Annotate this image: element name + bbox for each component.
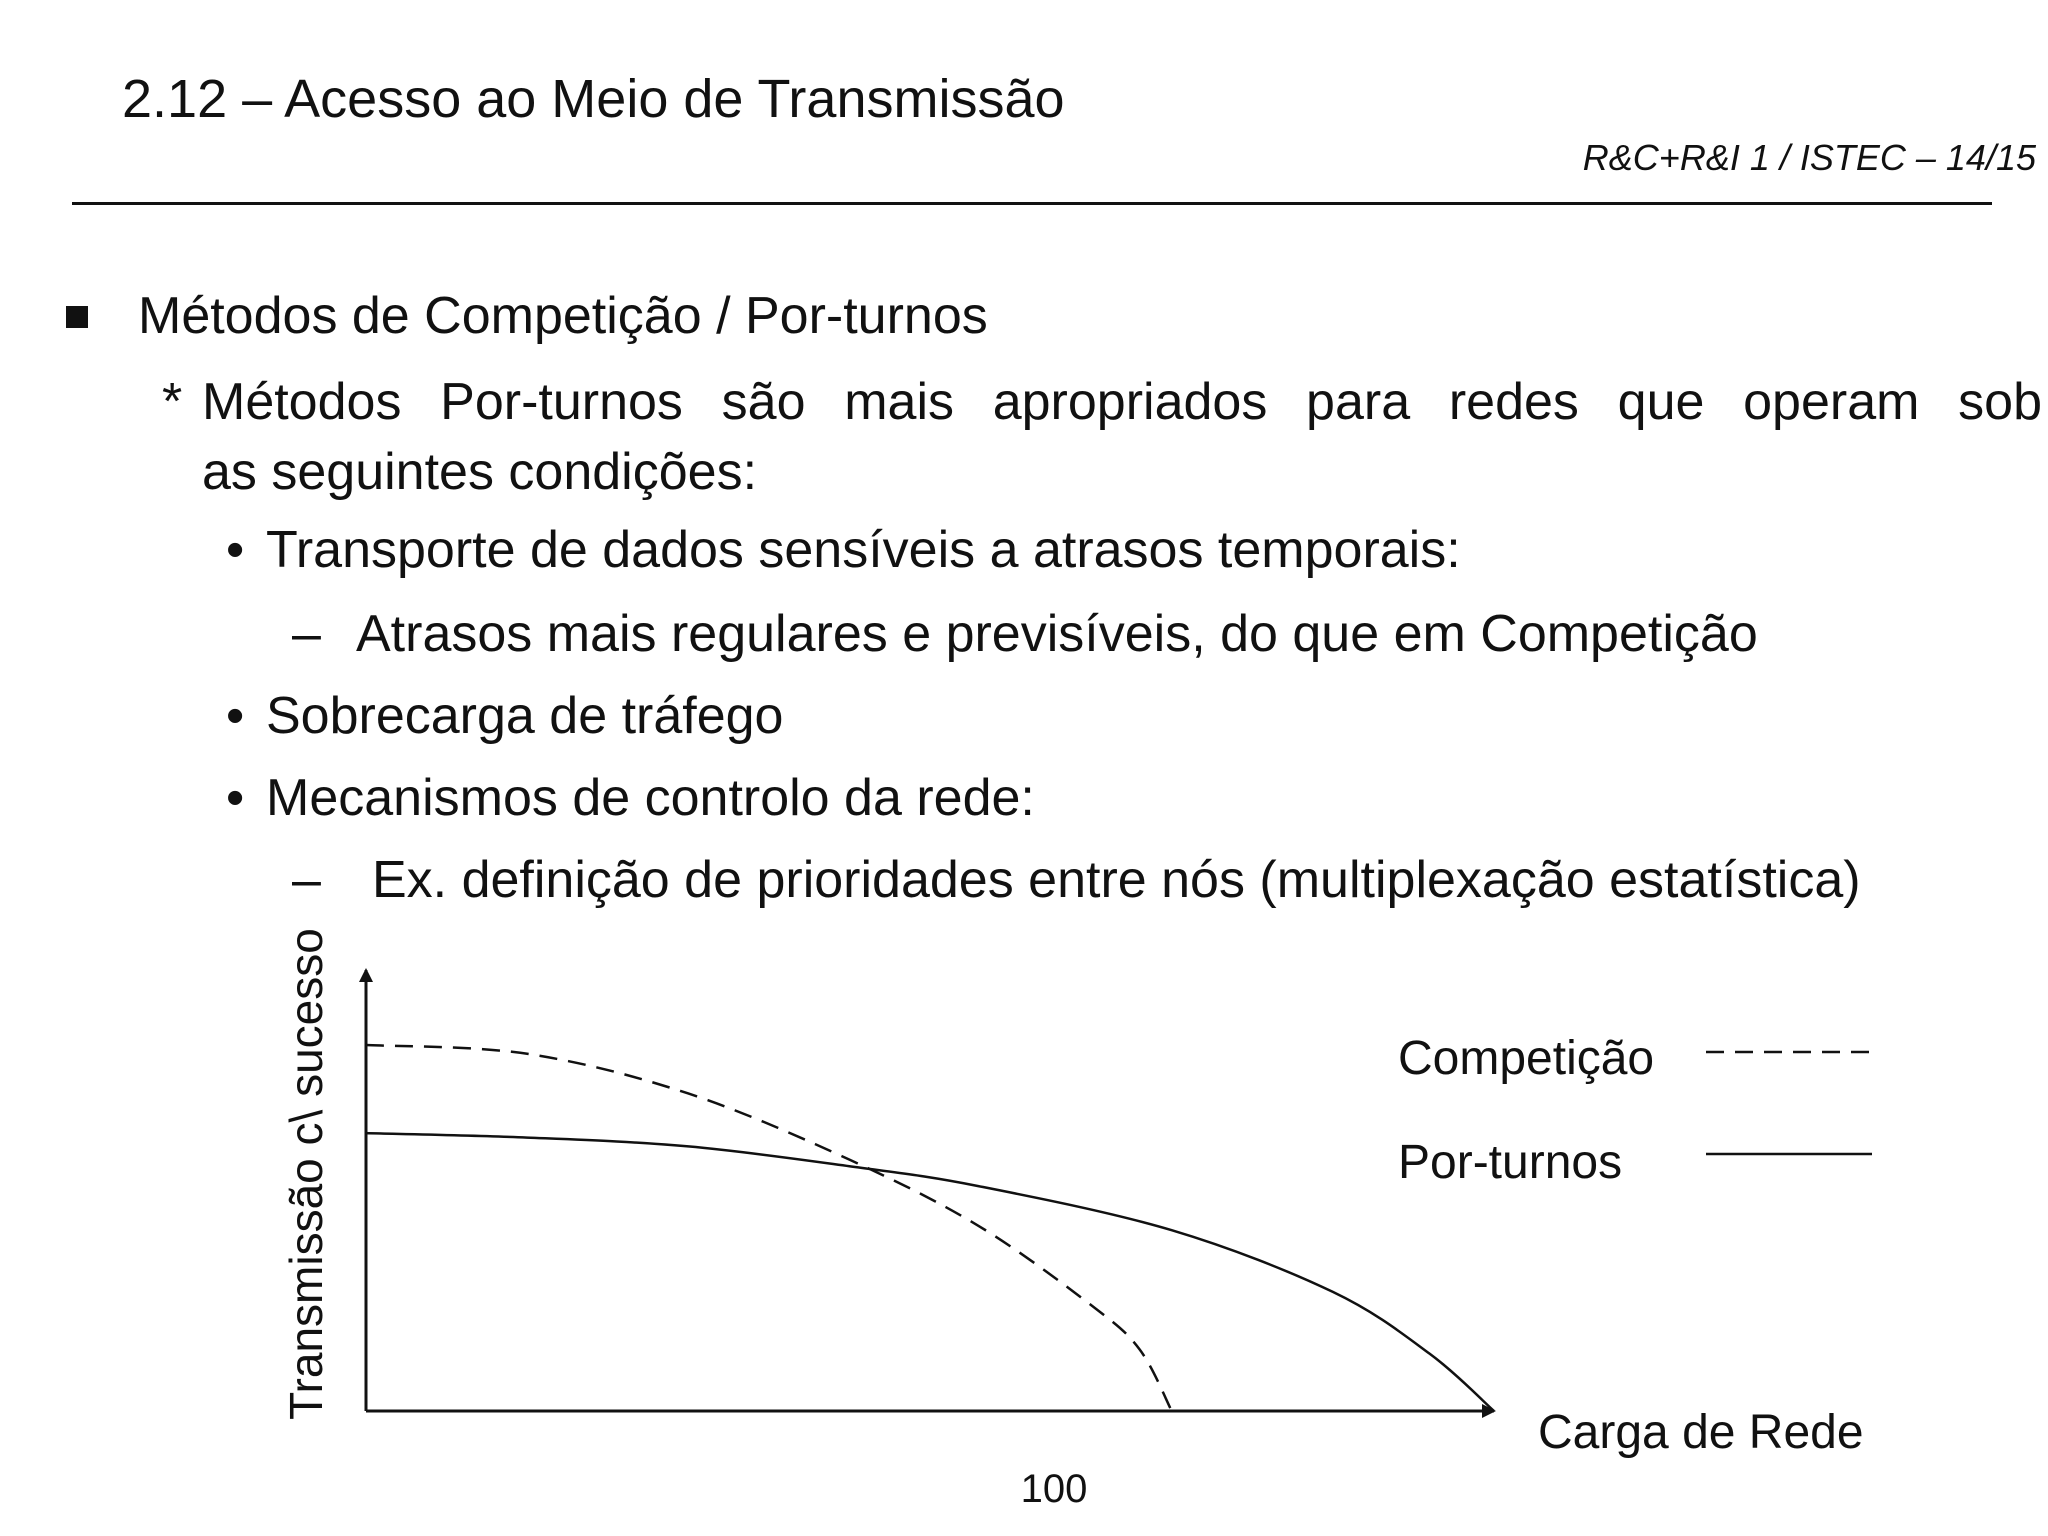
bullet-marker: • [226, 521, 245, 579]
series-line-por-turnos [366, 1133, 1494, 1411]
intro-line-2: as seguintes condições: [202, 443, 758, 501]
bullet-marker: • [226, 769, 245, 827]
x-axis-label: Carga de Rede [1538, 1406, 1864, 1459]
dash-marker: – [292, 851, 321, 909]
x-tick-label-100: 100 [1020, 1467, 1088, 1511]
page-title: 2.12 – Acesso ao Meio de Transmissão [122, 69, 1065, 129]
star-marker: * [162, 373, 183, 431]
bullet-item-delay: Transporte de dados sensíveis a atrasos temporais: [266, 521, 1461, 579]
series-line-competi-o [366, 1045, 1172, 1411]
sub-item-priorities: Ex. definição de prioridades entre nós (multiplexação estatística) [372, 851, 1861, 909]
y-axis-label: Transmissão c\ sucesso [280, 928, 332, 1420]
bullet-item-overload: Sobrecarga de tráfego [266, 687, 784, 745]
sub-item-delays: Atrasos mais regulares e previsíveis, do que em Competição [356, 605, 1758, 663]
bullet-item-control: Mecanismos de controlo da rede: [266, 769, 1035, 827]
course-label: R&C+R&I 1 / ISTEC – 14/15 [1582, 137, 2036, 178]
section-heading: Métodos de Competição / Por-turnos [138, 287, 988, 345]
dash-marker: – [292, 605, 321, 663]
bullet-marker: • [226, 687, 245, 745]
intro-line-1: Métodos Por-turnos são mais apropriados para redes que operam sob [202, 373, 2042, 431]
legend-label-competicao: Competição [1398, 1032, 1655, 1085]
legend-label-por-turnos: Por-turnos [1398, 1136, 1623, 1189]
